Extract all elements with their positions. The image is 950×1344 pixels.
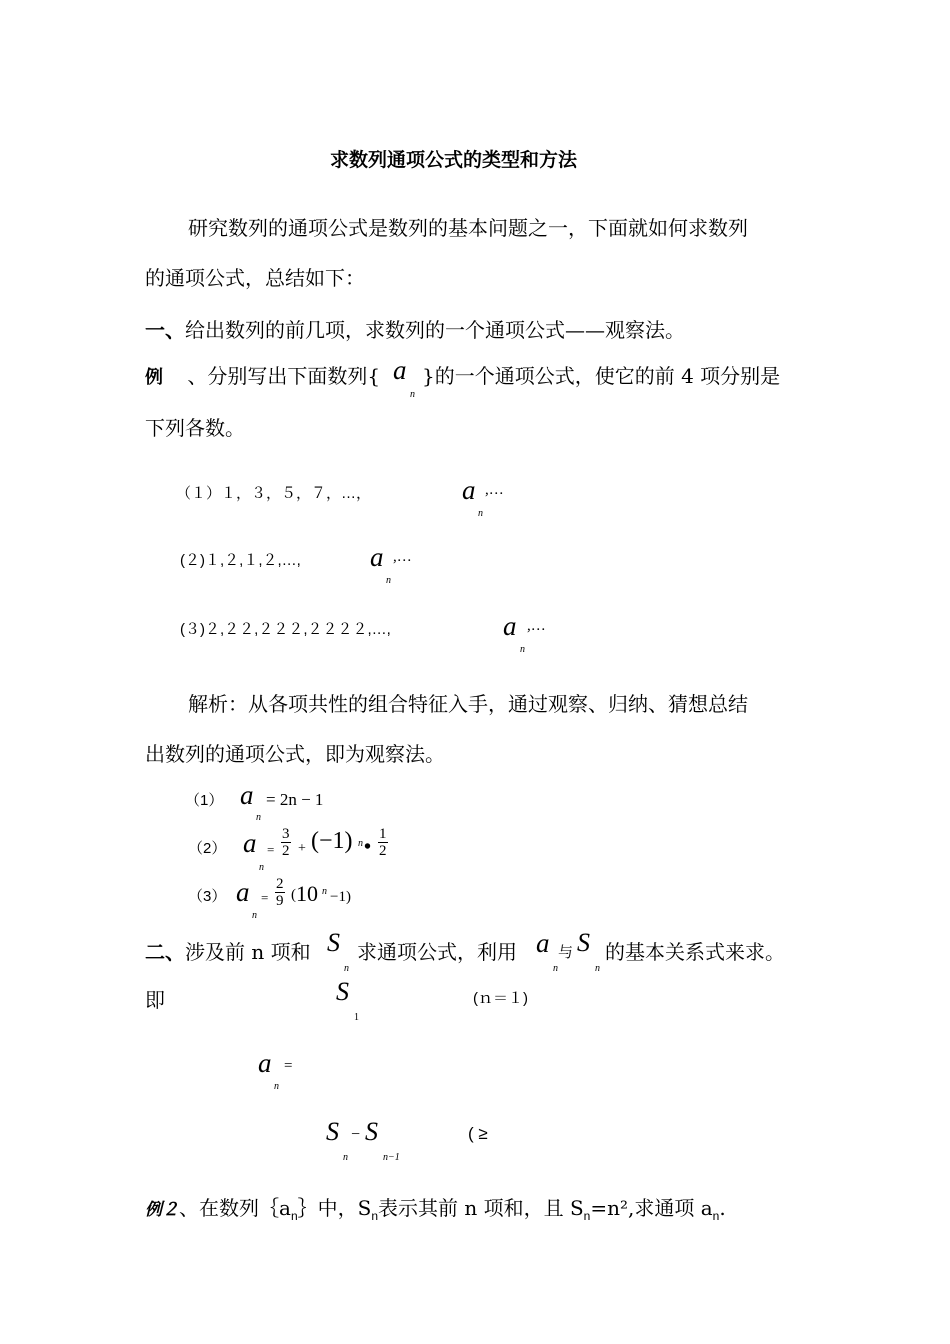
example-2-text-e: . (719, 1196, 726, 1220)
solution-3-open-paren: ( (291, 887, 296, 903)
section-2-a: a (536, 928, 550, 958)
piecewise-Sn-sub: n (343, 1152, 348, 1163)
solution-1-eq: = 2n − 1 (266, 790, 324, 809)
sequence-item-1: （１）１，３，５，７，…， (176, 485, 372, 502)
solution-3-ten: 10 (296, 881, 318, 906)
section-1-heading (145, 314, 685, 343)
sequence-item-2-sub: n (386, 575, 391, 586)
section-2-S: S (327, 928, 340, 957)
solution-3-tail: −1) (330, 889, 351, 905)
example-2-text-d: =n²,求通项 a (590, 1196, 713, 1220)
section-2-with: 与 (558, 943, 574, 961)
piecewise-an-sub: n (274, 1081, 279, 1092)
section-2-heading-start (145, 936, 311, 965)
section-2-S2-sub: n (595, 963, 600, 974)
sequence-item-2-suffix: ,… (393, 549, 412, 565)
page-title: 求数列通项公式的类型和方法 (330, 150, 578, 171)
example-2-text-a: 、在数列｛a (179, 1196, 291, 1220)
solution-1-var: a (240, 780, 254, 810)
example-2-sub-4: n (712, 1209, 720, 1223)
piecewise-an-eq: = (284, 1058, 293, 1074)
section-1-marker: 一、 (145, 318, 185, 342)
example-2-text-b: ｝中，S (297, 1196, 372, 1220)
solution-1-label: （1） (185, 792, 224, 809)
solution-2-plus: + (298, 841, 306, 856)
solution-3-label: （3） (188, 888, 227, 905)
example-1-sub: n (410, 389, 415, 400)
piecewise-Sn1-sub: n−1 (383, 1152, 400, 1163)
sequence-item-2-var: a (370, 542, 384, 572)
sequence-item-3-suffix: ,… (527, 618, 546, 634)
piecewise-S1: S (336, 977, 349, 1006)
piecewise-cond-2: ( ≥ (468, 1124, 488, 1143)
piecewise-ji: 即 (145, 988, 165, 1012)
solution-2-fraction-2 (378, 826, 388, 859)
section-2-S-sub: n (344, 963, 349, 974)
solution-3-fraction-den: 9 (276, 893, 284, 909)
sequence-item-2: (２)１,２,１,２,…, (180, 552, 301, 569)
section-2-a-sub: n (553, 963, 558, 974)
solution-2-fraction-2-den: 2 (379, 843, 387, 859)
solution-2-fraction-1 (281, 826, 291, 859)
solution-1-sub: n (256, 812, 261, 823)
sequence-item-3: (３)２,２２,２２２,２２２２,…, (180, 621, 391, 638)
solution-2-var: a (243, 828, 257, 858)
piecewise-S1-sub: 1 (354, 1012, 359, 1023)
solution-2-dot: • (364, 836, 372, 858)
piecewise-cond-1: (ｎ＝１) (473, 990, 528, 1007)
solution-3-fraction (275, 876, 285, 909)
sequence-item-1-suffix: ,… (485, 482, 504, 498)
solution-2-eq: = (267, 842, 275, 857)
example-2-marker: 例２ (145, 1200, 179, 1220)
example-1-line-1 (145, 360, 380, 389)
intro-line-1: 研究数列的通项公式是数列的基本问题之一，下面就如何求数列 (188, 216, 748, 240)
solution-3-fraction-num: 2 (276, 876, 284, 892)
example-2-line (145, 1192, 726, 1223)
solution-3-sub: n (252, 910, 257, 921)
example-2-sub-1: n (290, 1209, 298, 1223)
section-2-text-a: 涉及前 n 项和 (185, 940, 311, 964)
intro-line-2: 的通项公式，总结如下： (145, 266, 365, 290)
solution-3-eq: = (261, 890, 269, 905)
example-2-sub-2: n (371, 1209, 379, 1223)
example-1-marker: 例 (145, 367, 163, 388)
sequence-item-1-sub: n (478, 508, 483, 519)
example-1-text-a: 、分别写出下面数列{ (187, 364, 381, 388)
analysis-line-1: 解析：从各项共性的组合特征入手，通过观察、归纳、猜想总结 (188, 692, 748, 716)
solution-3-var: a (236, 877, 250, 907)
section-2-text-b: 求通项公式，利用 (357, 940, 517, 964)
solution-2-fraction-1-den: 2 (282, 843, 290, 859)
solution-2-label: （2） (188, 840, 227, 857)
piecewise-Sn: S (326, 1117, 339, 1146)
section-2-S2: S (577, 928, 590, 957)
solution-2-fraction-1-num: 3 (282, 826, 290, 842)
section-2-marker: 二、 (145, 940, 185, 964)
piecewise-minus: − (351, 1126, 361, 1143)
solution-3-power: n (322, 886, 327, 897)
section-1-text: 给出数列的前几项，求数列的一个通项公式——观察法。 (185, 318, 685, 342)
solution-2-sub: n (259, 862, 264, 873)
solution-2-paren: (−1) (311, 828, 353, 854)
sequence-item-3-sub: n (520, 644, 525, 655)
example-1-line-2: 下列各数。 (145, 416, 245, 440)
sequence-item-3-var: a (503, 611, 517, 641)
example-2-sub-3: n (583, 1209, 591, 1223)
piecewise-an: a (258, 1048, 272, 1078)
section-2-text-c: 的基本关系式来求。 (605, 940, 785, 964)
example-1-var: a (393, 355, 407, 385)
analysis-line-2: 出数列的通项公式，即为观察法。 (145, 742, 445, 766)
example-2-text-c: 表示其前 n 项和，且 S (378, 1196, 584, 1220)
piecewise-Sn1: S (365, 1117, 378, 1146)
sequence-item-1-var: a (462, 475, 476, 505)
solution-2-power: n (358, 838, 363, 849)
example-1-text-b: }的一个通项公式，使它的前 4 项分别是 (422, 364, 781, 388)
solution-2-fraction-2-num: 1 (379, 826, 387, 842)
